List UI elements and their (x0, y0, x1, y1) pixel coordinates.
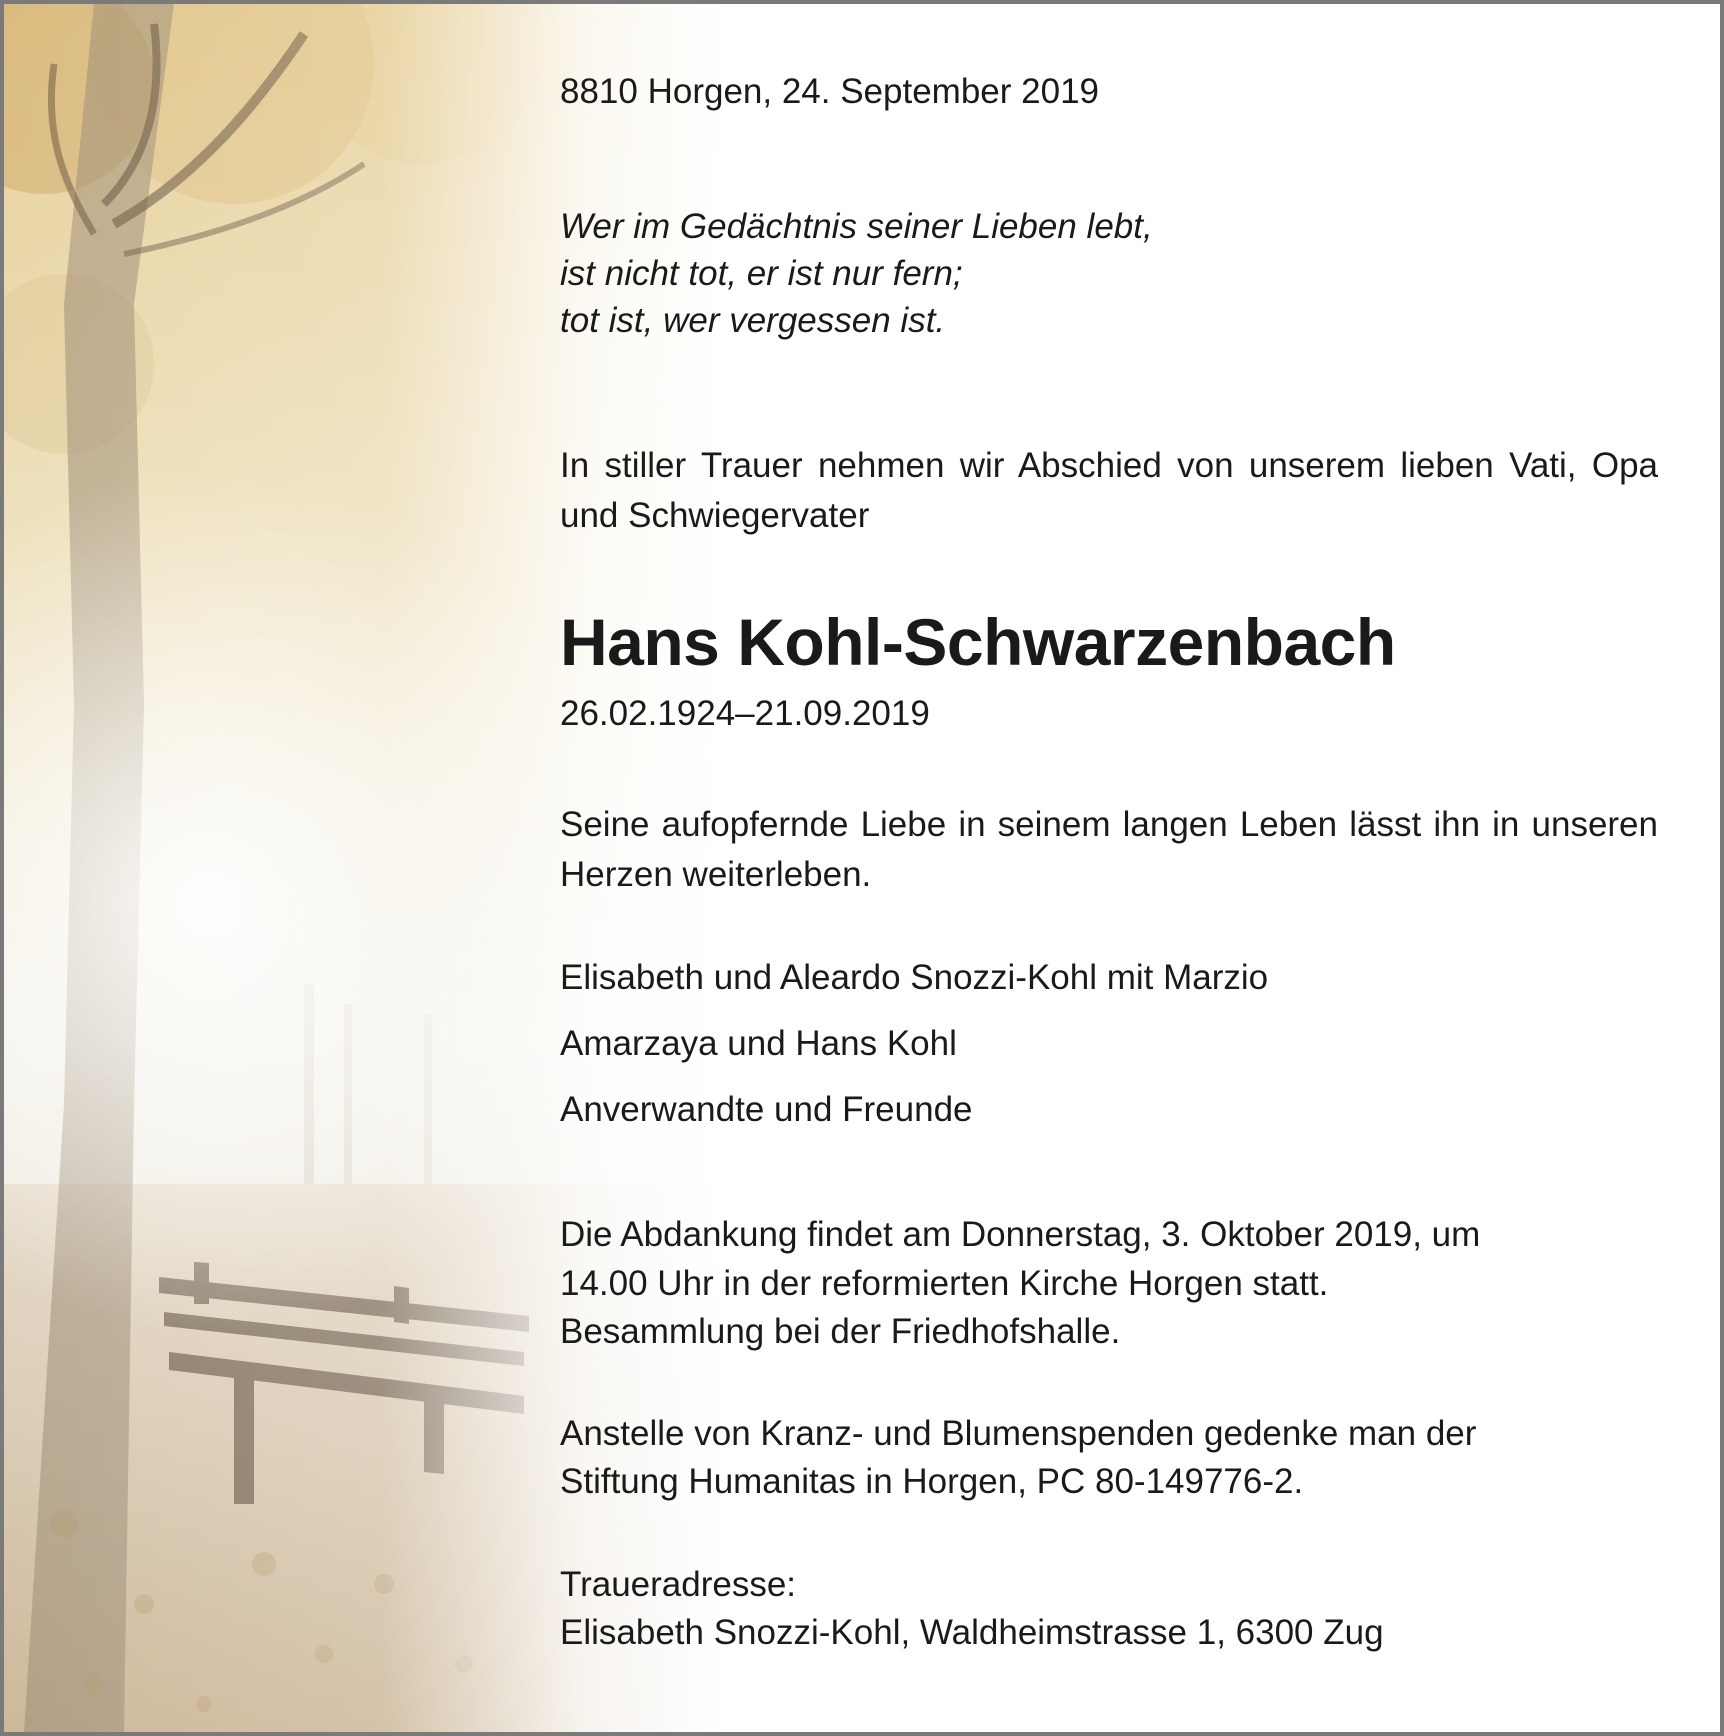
mourning-address: Elisabeth Snozzi-Kohl, Waldheimstrasse 1, 6300 Zug (560, 1613, 1384, 1652)
service-line-1: Die Abdankung findet am Donnerstag, 3. Oktober 2019, um (560, 1215, 1481, 1254)
service-line-3: Besammlung bei der Friedhofshalle. (560, 1312, 1121, 1351)
address-label: Traueradresse: (560, 1565, 797, 1604)
tribute-text: Seine aufopfernde Liebe in seinem langen Leben lässt ihn in unseren Herzen weiterleben. (560, 805, 1658, 894)
mourner-1: Elisabeth und Aleardo Snozzi-Kohl mit Marzio (560, 958, 1269, 997)
poem-line-2: ist nicht tot, er ist nur fern; (560, 254, 963, 293)
mourner-2: Amarzaya und Hans Kohl (560, 1024, 957, 1063)
life-dates: 26.02.1924–21.09.2019 (560, 694, 930, 733)
intro-text: In stiller Trauer nehmen wir Abschied von unserem lieben Vati, Opa und Schwiegervater (560, 446, 1658, 535)
deceased-name: Hans Kohl-Schwarzenbach (560, 605, 1396, 679)
mourner-3: Anverwandte und Freunde (560, 1090, 973, 1129)
poem-line-1: Wer im Gedächtnis seiner Lieben lebt, (560, 207, 1153, 246)
place-date: 8810 Horgen, 24. September 2019 (560, 72, 1099, 111)
donation-line-1: Anstelle von Kranz- und Blumenspenden gedenke man der (560, 1414, 1477, 1453)
service-line-2: 14.00 Uhr in der reformierten Kirche Horgen statt. (560, 1264, 1329, 1303)
donation-line-2: Stiftung Humanitas in Horgen, PC 80-149776-2. (560, 1462, 1304, 1501)
poem-line-3: tot ist, wer vergessen ist. (560, 301, 946, 340)
